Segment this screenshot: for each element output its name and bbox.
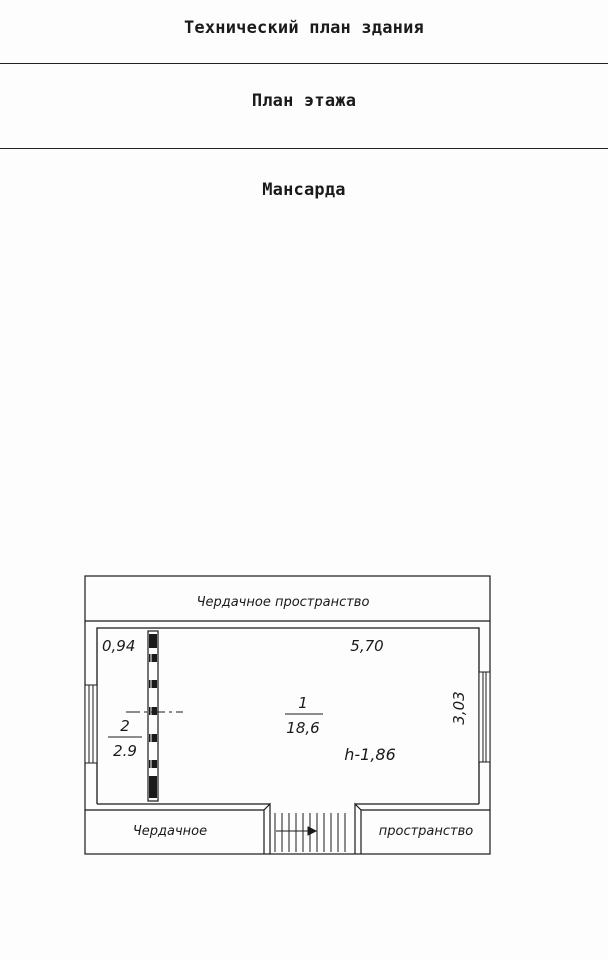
- room1-area: 18,6: [286, 719, 320, 737]
- attic-top-label: Чердачное пространство: [196, 595, 370, 610]
- building-outline: [85, 576, 490, 854]
- window-right: [479, 672, 490, 762]
- room2-number: 2: [120, 717, 130, 735]
- stair-arrow-head: [308, 827, 316, 835]
- floor-title: Мансарда: [262, 180, 346, 200]
- room2-width-label: 0,94: [102, 637, 136, 655]
- room1-width-label: 3,03: [450, 691, 468, 725]
- room1-number: 1: [298, 694, 308, 712]
- partition-wall: [148, 631, 158, 801]
- room1-height: h-1,86: [344, 745, 396, 764]
- room2-area: 2.9: [113, 742, 137, 760]
- attic-bottom-left-label: Чердачное: [132, 824, 208, 839]
- section-title: План этажа: [251, 91, 357, 111]
- document-title: Технический план здания: [183, 18, 424, 38]
- stair-wall-right: [355, 804, 361, 854]
- room1-length-label: 5,70: [350, 637, 384, 655]
- staircase: [275, 813, 345, 852]
- attic-bottom-right-label: пространство: [378, 824, 474, 839]
- window-left: [85, 685, 97, 763]
- stair-wall-left: [264, 804, 270, 854]
